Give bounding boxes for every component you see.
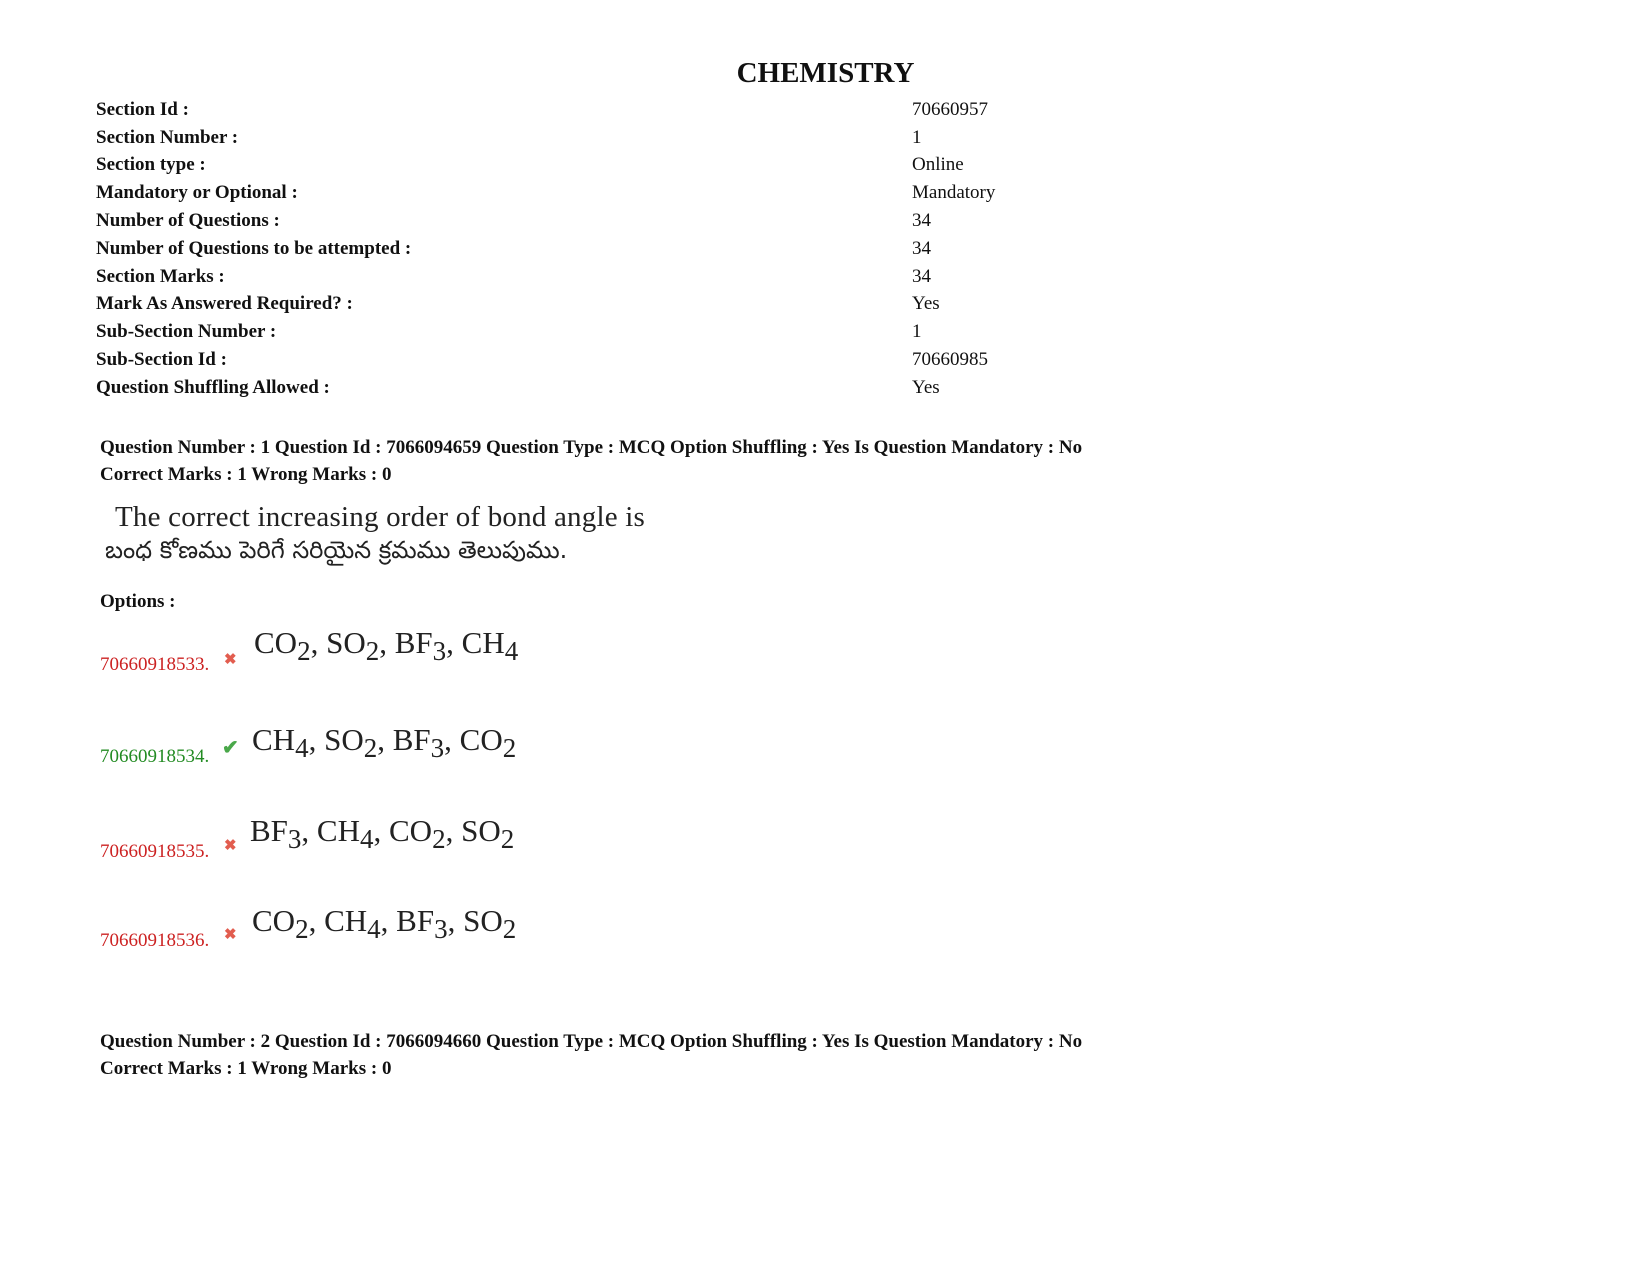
option-item (100, 615, 1082, 708)
info-row (96, 291, 1096, 319)
info-value: 34 (912, 237, 931, 259)
formula-text: , SO (310, 625, 366, 660)
question-marks: Correct Marks : 1 Wrong Marks : 0 (100, 464, 392, 485)
formula-text: BF (250, 813, 288, 848)
option-item (100, 803, 1082, 893)
options-label: Options : (100, 591, 176, 612)
option-id: 70660918535. (100, 841, 210, 862)
formula-subscript: 4 (295, 733, 309, 763)
formula-text: , CH (308, 903, 368, 938)
formula-text: , CH (446, 625, 505, 660)
formula-text: , CH (301, 813, 360, 848)
option-item (100, 708, 1082, 803)
formula-subscript: 3 (434, 914, 448, 944)
info-row (96, 318, 1096, 346)
option-formula (254, 623, 519, 666)
formula-subscript: 4 (360, 824, 374, 854)
info-value: 70660957 (912, 98, 988, 120)
info-label: Mark As Answered Required? : (96, 293, 353, 315)
question-header: Question Number : 2 Question Id : 7066094660 Question Type : MCQ Option Shuffling : Yes Is Question Mandatory : No (100, 1031, 1083, 1052)
info-row (96, 207, 1096, 235)
formula-subscript: 2 (297, 636, 311, 666)
info-row (96, 374, 1096, 402)
formula-text: CO (254, 625, 298, 660)
formula-text: , CO (373, 813, 433, 848)
info-row (96, 124, 1096, 152)
question-block (100, 434, 1082, 983)
question-text-telugu: బంధ కోణము పెరిగే సరియైన క్రమము తెలుపుము. (105, 536, 568, 564)
question-text-english: The correct increasing order of bond angle is (115, 501, 645, 533)
formula-subscript: 4 (367, 914, 381, 944)
formula-subscript: 2 (363, 733, 378, 763)
formula-text: , SO (447, 903, 503, 938)
info-row (96, 179, 1096, 207)
info-value: Mandatory (912, 182, 996, 204)
info-value: 34 (912, 210, 931, 232)
formula-subscript: 2 (432, 824, 446, 854)
question-block (100, 1028, 1082, 1082)
formula-text: , BF (379, 625, 433, 660)
formula-text: , BF (377, 722, 431, 757)
check-icon: ✔ (222, 737, 239, 759)
cross-icon: ✖ (224, 838, 237, 854)
formula-subscript: 2 (365, 636, 380, 666)
question-marks: Correct Marks : 1 Wrong Marks : 0 (100, 1058, 392, 1079)
info-label: Section Id : (96, 98, 189, 120)
formula-subscript: 4 (504, 636, 519, 666)
formula-subscript: 2 (295, 914, 309, 944)
formula-text: , SO (445, 813, 501, 848)
formula-subscript: 3 (430, 733, 445, 763)
info-row (96, 263, 1096, 291)
info-value: Online (912, 154, 964, 176)
formula-text: , CO (444, 722, 503, 757)
info-value: 70660985 (912, 349, 988, 371)
info-label: Section Number : (96, 126, 239, 148)
info-label: Question Shuffling Allowed : (96, 376, 330, 398)
info-row (96, 346, 1096, 374)
option-id: 70660918533. (100, 654, 210, 675)
option-item (100, 893, 1082, 983)
option-formula (252, 901, 517, 944)
info-label: Section type : (96, 154, 206, 176)
formula-text: , SO (308, 722, 364, 757)
formula-subscript: 2 (500, 824, 515, 854)
option-id: 70660918536. (100, 930, 210, 951)
formula-text: CH (252, 722, 296, 757)
info-value: Yes (912, 376, 940, 398)
formula-text: , BF (380, 903, 435, 938)
info-row (96, 235, 1096, 263)
info-label: Sub-Section Number : (96, 321, 277, 343)
info-value: 1 (912, 321, 922, 343)
info-label: Number of Questions to be attempted : (96, 237, 412, 259)
question-header: Question Number : 1 Question Id : 7066094659 Question Type : MCQ Option Shuffling : Yes Is Question Mandatory : No (100, 437, 1083, 458)
option-formula (250, 811, 515, 854)
page-title: CHEMISTRY (736, 57, 915, 89)
formula-subscript: 3 (432, 636, 447, 666)
cross-icon: ✖ (224, 652, 237, 668)
info-label: Section Marks : (96, 265, 225, 287)
info-value: Yes (912, 293, 940, 315)
formula-text: CO (252, 903, 296, 938)
option-formula (252, 720, 517, 763)
info-value: 34 (912, 265, 931, 287)
formula-subscript: 2 (502, 733, 517, 763)
cross-icon: ✖ (224, 927, 237, 943)
formula-subscript: 3 (287, 824, 302, 854)
info-label: Number of Questions : (96, 210, 280, 232)
info-label: Mandatory or Optional : (96, 182, 298, 204)
info-label: Sub-Section Id : (96, 349, 227, 371)
formula-subscript: 2 (502, 914, 517, 944)
info-row (96, 96, 1096, 124)
info-row (96, 152, 1096, 180)
option-id: 70660918534. (100, 746, 210, 767)
section-info-table (96, 96, 1096, 402)
info-value: 1 (912, 126, 922, 148)
